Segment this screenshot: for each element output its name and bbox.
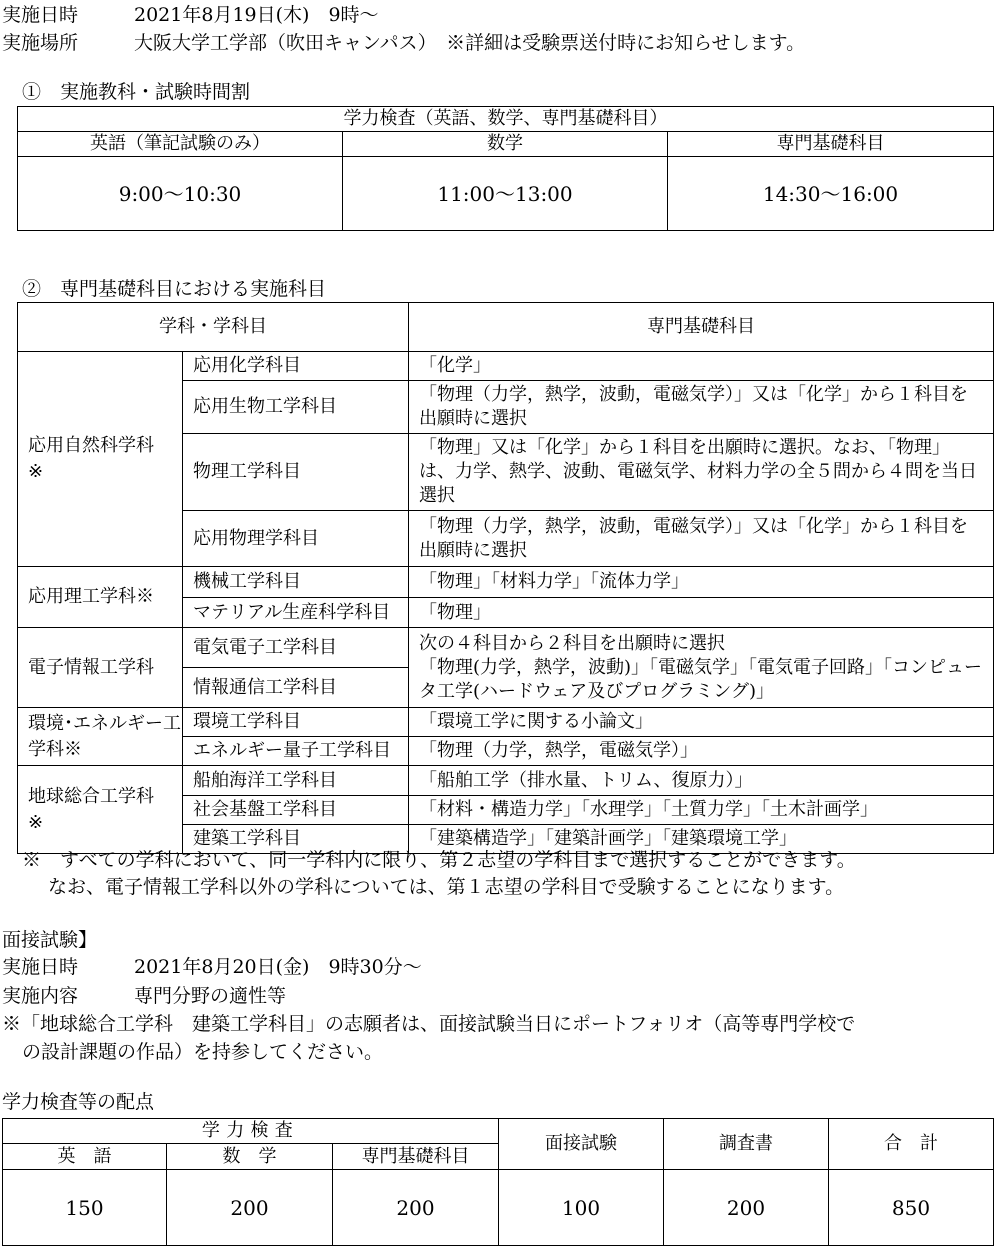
interview-title: 面接試験】 [2, 929, 98, 951]
interview-date-label: 実施日時 [2, 956, 79, 978]
course: 機械工学科目 [183, 567, 409, 598]
dept-name: 電子情報工学科 [18, 628, 183, 708]
course: 電気電子工学科目 [183, 628, 409, 668]
dept-name: 応用自然科学科 [28, 435, 154, 456]
section2-note1: ※ すべての学科において、同一学科内に限り、第２志望の学科目まで選択することができます。 [22, 849, 856, 871]
dept-mark: ※ [28, 811, 44, 833]
dept-mark: ※ [28, 461, 44, 482]
subjects-table [17, 302, 994, 854]
exam-place-line [2, 34, 805, 53]
subject: 「物理」「材料力学」「流体力学」 [409, 567, 994, 598]
subject: 「船舶工学（排水量、トリム、復原力）」 [409, 766, 994, 796]
course: エネルギー量子工学科目 [183, 737, 409, 766]
exam-place-label: 実施場所 [2, 32, 79, 54]
time-math: 11:00～13:00 [343, 157, 668, 231]
subject: 「材料・構造力学」「水理学」「土質力学」「土木計画学」 [409, 796, 994, 825]
subject: 「物理（力学，熱学，電磁気学）」 [409, 737, 994, 766]
interview-date-line [2, 958, 422, 977]
scores-title: 学力検査等の配点 [2, 1091, 155, 1113]
interview-note1: ※「地球総合工学科 建築工学科目」の志願者は、面接試験当日にポートフォリオ（高等専門学校で [2, 1013, 856, 1035]
col-total: 合 計 [829, 1119, 994, 1170]
subject: 「建築構造学」「建築計画学」「建築環境工学」 [409, 825, 994, 854]
interview-date-value: 2021年8月20日(金) 9時30分～ [134, 956, 422, 978]
timetable [17, 106, 994, 231]
course: 物理工学科目 [183, 434, 409, 511]
subject: 「物理（力学，熱学，波動，電磁気学）」又は「化学」から１科目を出願時に選択 [409, 511, 994, 567]
course: 情報通信工学科目 [183, 668, 409, 708]
section2-note2: なお、電子情報工学科以外の学科については、第１志望の学科目で受験することになります。 [48, 876, 845, 898]
exam-place-value: 大阪大学工学部（吹田キャンパス） ※詳細は受験票送付時にお知らせします。 [134, 32, 806, 54]
subject-shared: 次の４科目から２科目を出願時に選択 「物理(力学，熱学，波動)」「電磁気学」「電気電子回路」「コンピュータ工学(ハードウェア及びプログラミング)」 [409, 628, 994, 708]
col-math: 数 学 [167, 1144, 333, 1170]
col-specialty: 専門基礎科目 [333, 1144, 499, 1170]
section2-title: ② 専門基礎科目における実施科目 [22, 278, 327, 300]
course: マテリアル生産科学科目 [183, 598, 409, 628]
dept-name: 応用理工学科※ [18, 567, 183, 628]
subject: 「物理」又は「化学」から１科目を出願時に選択。なお、「物理」は、力学、熱学、波動、電磁気学、材料力学の全５問から４問を当日選択 [409, 434, 994, 511]
timetable-header: 学力検査（英語、数学、専門基礎科目） [18, 107, 994, 132]
score-specialty: 200 [333, 1170, 499, 1246]
subject: 「物理」 [409, 598, 994, 628]
col-english: 英語（筆記試験のみ） [18, 132, 343, 157]
head-dept: 学科・学科目 [18, 303, 409, 352]
exam-date-label: 実施日時 [2, 4, 79, 26]
course: 船舶海洋工学科目 [183, 766, 409, 796]
section1-title: ① 実施教科・試験時間割 [22, 81, 251, 103]
interview-note2: の設計課題の作品）を持参してください。 [22, 1041, 384, 1063]
col-math: 数学 [343, 132, 668, 157]
course: 応用生物工学科目 [183, 381, 409, 434]
score-math: 200 [167, 1170, 333, 1246]
score-english: 150 [3, 1170, 167, 1246]
time-specialty: 14:30～16:00 [668, 157, 994, 231]
exam-date-line [2, 6, 379, 25]
course: 応用化学科目 [183, 352, 409, 381]
course: 社会基盤工学科目 [183, 796, 409, 825]
scores-table [2, 1118, 994, 1246]
col-interview: 面接試験 [499, 1119, 664, 1170]
score-interview: 100 [499, 1170, 664, 1246]
score-report: 200 [664, 1170, 829, 1246]
subject: 「環境工学に関する小論文」 [409, 708, 994, 737]
subject: 「物理（力学，熱学，波動，電磁気学）」又は「化学」から１科目を出願時に選択 [409, 381, 994, 434]
course: 建築工学科目 [183, 825, 409, 854]
dept-name: 地球総合工学科 [28, 785, 154, 807]
time-english: 9:00～10:30 [18, 157, 343, 231]
dept-cell [18, 766, 183, 854]
dept-cell [18, 352, 183, 567]
academic-header: 学力検査 [3, 1119, 499, 1144]
interview-content-label: 実施内容 [2, 985, 79, 1007]
subject: 「化学」 [409, 352, 994, 381]
interview-content-line [2, 987, 286, 1006]
dept-name: 環境･エネルギー工学科※ [18, 708, 183, 766]
score-total: 850 [829, 1170, 994, 1246]
head-subject: 専門基礎科目 [409, 303, 994, 352]
col-report: 調査書 [664, 1119, 829, 1170]
exam-date-value: 2021年8月19日(木) 9時～ [134, 4, 379, 26]
course: 応用物理学科目 [183, 511, 409, 567]
interview-content-value: 専門分野の適性等 [134, 985, 287, 1007]
col-english: 英 語 [3, 1144, 167, 1170]
course: 環境工学科目 [183, 708, 409, 737]
col-specialty: 専門基礎科目 [668, 132, 994, 157]
